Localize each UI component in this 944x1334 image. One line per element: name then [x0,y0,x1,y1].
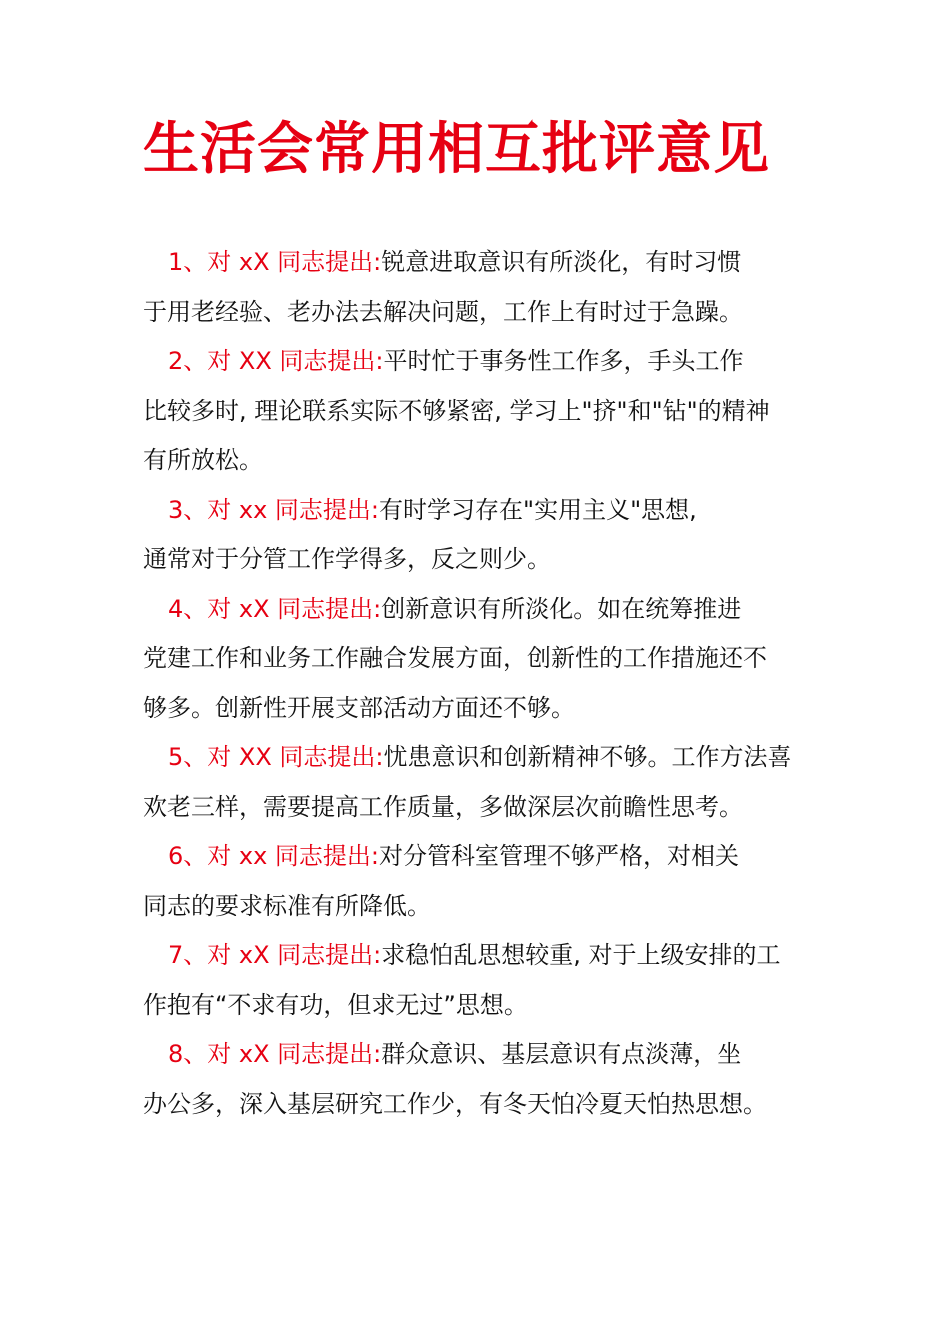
item-text: 创新意识有所淡化。如在统筹推进 [381,594,742,623]
criticism-item [143,1030,807,1129]
item-first-line [143,337,807,387]
item-lead: 7、对 xX 同志提出: [168,941,382,969]
item-first-line [143,486,807,536]
item-text: 平时忙于事务性工作多，手头工作 [383,347,744,375]
item-continuation-line: 比较多时, 理论联系实际不够紧密, 学习上"挤"和"钻"的精神 [143,396,770,425]
item-first-line [143,832,807,882]
item-text: 求稳怕乱思想较重, 对于上级安排的工 [381,941,781,969]
item-text: 忧患意识和创新精神不够。工作方法喜 [383,743,792,771]
item-continuation-line: 办公多，深入基层研究工作少，有冬天怕冷夏天怕热思想。 [143,1089,767,1118]
criticism-item [143,832,807,931]
item-first-line [143,733,807,783]
criticism-item [143,585,807,734]
item-continuation-line: 够多。创新性开展支部活动方面还不够。 [143,693,575,722]
item-continuation-line: 通常对于分管工作学得多，反之则少。 [143,545,551,573]
item-first-line [143,931,807,981]
item-lead: 8、对 xX 同志提出: [168,1040,382,1068]
item-lead: 6、对 xx 同志提出: [168,842,380,870]
criticism-item [143,238,807,337]
document-title: 生活会常用相互批评意见 [143,117,770,182]
item-text: 群众意识、基层意识有点淡薄，坐 [381,1040,742,1068]
item-continuation-line: 作抱有“不求有功，但求无过”思想。 [143,990,528,1019]
criticism-list [143,238,807,1129]
item-continuation-line: 于用老经验、老办法去解决问题，工作上有时过于急躁。 [143,297,743,326]
item-text: 锐意进取意识有所淡化，有时习惯 [381,248,742,276]
item-lead: 2、对 XX 同志提出: [168,347,384,375]
item-lead: 1、对 xX 同志提出: [168,248,382,276]
item-continuation-line: 党建工作和业务工作融合发展方面，创新性的工作措施还不 [143,644,767,672]
criticism-item [143,931,807,1030]
item-first-line [143,238,807,288]
criticism-item [143,337,807,486]
item-continuation-line: 同志的要求标准有所降低。 [143,891,431,920]
item-lead: 4、对 xX 同志提出: [168,594,382,623]
criticism-item [143,733,807,832]
item-first-line [143,585,807,635]
item-text: 对分管科室管理不够严格，对相关 [379,842,740,870]
criticism-item [143,486,807,585]
item-continuation-line: 有所放松。 [143,446,263,474]
item-first-line [143,1030,807,1080]
item-text: 有时学习存在"实用主义"思想, [379,495,697,524]
item-continuation-line: 欢老三样，需要提高工作质量，多做深层次前瞻性思考。 [143,792,743,821]
item-lead: 3、对 xx 同志提出: [168,495,380,524]
item-lead: 5、对 XX 同志提出: [168,743,384,771]
